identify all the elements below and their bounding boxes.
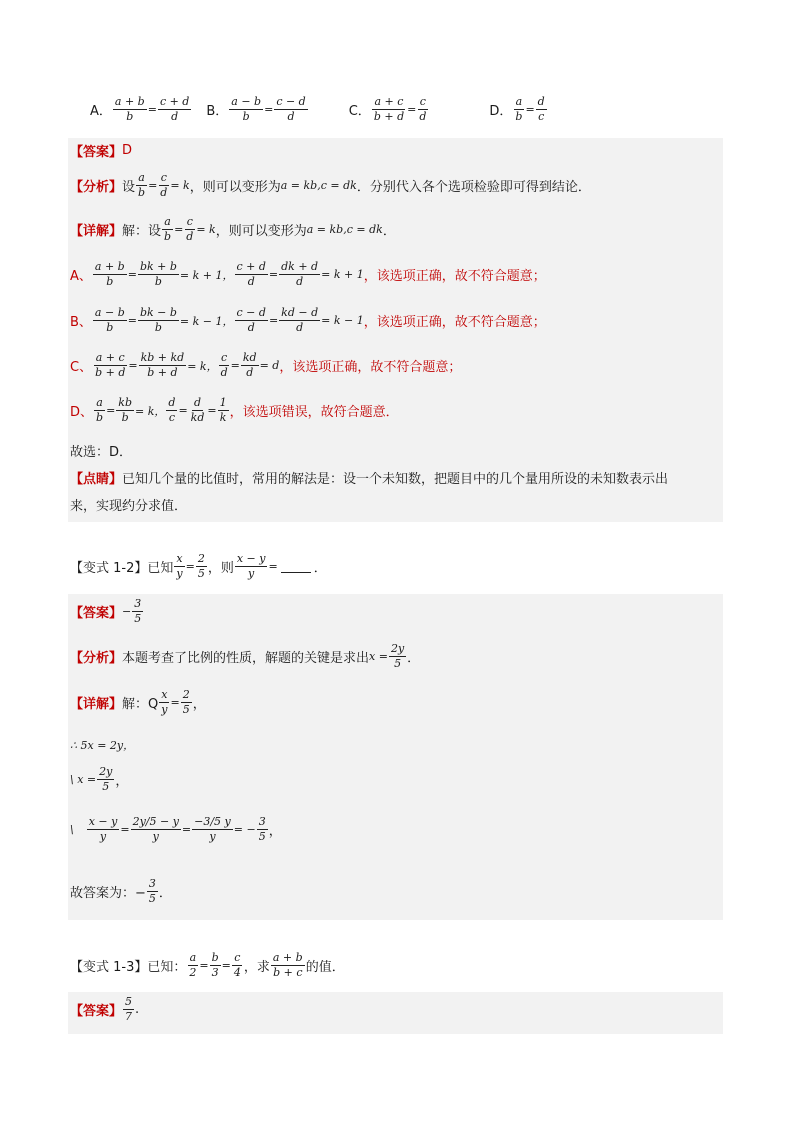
q2-detail: 【详解】 解：Q $\frac{x}{y}$ = $\frac{2}{5}$ ，	[70, 688, 206, 717]
q2-title: 【变式 1-2】已知 $\frac{x}{y}$ = $\frac{2}{5}$ ，则 $\frac{x - y}{y}$ = ．	[70, 552, 327, 581]
q1-tip: 【点睛】已知几个量的比值时，常用的解法是：设一个未知数，把题目中的几个量用所设的未知数表示出 来，实现约分求值．	[70, 472, 669, 514]
q3-title: 【变式 1-3】已知： $\frac{a}{2}$ = $\frac{b}{3}$ = $\frac{c}{4}$ ，求 a + b b + c 的值．	[70, 951, 345, 980]
option-b-lhs: $\frac{a - b}{b}$	[231, 95, 262, 124]
q1-choose: 故选：D．	[70, 445, 133, 460]
q2-analysis: 【分析】 本题考查了比例的性质，解题的关键是求出 x = $\frac{2y}{5}$ ．	[70, 642, 421, 671]
option-c-label: C．	[348, 104, 371, 120]
option-c-rhs: $\frac{c}{d}$	[419, 95, 427, 124]
option-d-label: D．	[489, 104, 513, 120]
options-row: A． $\frac{a + b}{b}$ = $\frac{c + d}{d}$ B． $\frac{a - b}{b}$ = $\frac{c - d}{d}$ C． $\frac{a + c}{b + d}$ = $\frac{c}{d}$ D． $\frac{a}{b}$ = $\frac{d}{c}$	[90, 95, 545, 124]
q1-line-a: A、 $\frac{a + b}{b}$ = $\frac{bk + b}{b}$ = k + 1， $\frac{c + d}{d}$ = $\frac{dk + d}{d}$ = k + 1 ，该选项正确，故不符合题意；	[70, 260, 546, 289]
q2-answer: 【答案】 − $\frac{3}{5}$	[70, 597, 142, 626]
q2-step1: ∴ 5x = 2y，	[70, 739, 135, 752]
q3-answer: 【答案】 5 7 .	[70, 995, 140, 1024]
option-b-rhs: $\frac{c - d}{d}$	[276, 95, 306, 124]
answer-blank	[281, 560, 311, 573]
q1-answer: 【答案】 D	[70, 143, 133, 160]
q1-line-d: D、 $\frac{a}{b}$ = $\frac{kb}{b}$ = k， $\frac{d}{c}$ = $\frac{d}{kd}$ = $\frac{1}{k}$ ，该选项错误，故符合题意．	[70, 396, 399, 425]
q1-detail: 【详解】 解：设 $\frac{a}{b}$ = $\frac{c}{d}$ = k ，则可以变形为 a = kb,c = dk ．	[70, 215, 396, 244]
option-a-rhs: $\frac{c + d}{d}$	[159, 95, 190, 124]
option-c-lhs: $\frac{a + c}{b + d}$	[373, 95, 405, 124]
q2-step2: \ x = $\frac{2y}{5}$ ，	[70, 765, 129, 794]
q2-step3: \ $\frac{x - y}{y}$ = $\frac{2y/5 - y}{y}$ = $\frac{-3/5 y}{y}$ = − $\frac{3}{5}$ ，	[70, 815, 282, 844]
option-a-label: A．	[90, 104, 112, 120]
q2-final: 故答案为：− $\frac{3}{5}$ ．	[70, 877, 172, 906]
q1-line-c: C、 $\frac{a + c}{b + d}$ = $\frac{kb + kd}{b + d}$ = k， $\frac{c}{d}$ = $\frac{kd}{d}$ = d ，该选项正确，故不符合题意；	[70, 351, 462, 380]
option-d-rhs: $\frac{d}{c}$	[537, 95, 545, 124]
option-a-lhs: $\frac{a + b}{b}$	[114, 95, 145, 124]
q3-solution-band	[68, 992, 723, 1034]
q1-analysis: 【分析】 设 $\frac{a}{b}$ = $\frac{c}{d}$ = k ，则可以变形为 a = kb,c = dk ．分别代入各个选项检验即可得到结论．	[70, 171, 591, 200]
option-b-label: B．	[206, 104, 229, 120]
option-d-lhs: $\frac{a}{b}$	[515, 95, 523, 124]
q1-line-b: B、 $\frac{a - b}{b}$ = $\frac{bk - b}{b}$ = k − 1， $\frac{c - d}{d}$ = $\frac{kd - d}{d}$ = k − 1 ，该选项正确，故不符合题意；	[70, 306, 546, 335]
